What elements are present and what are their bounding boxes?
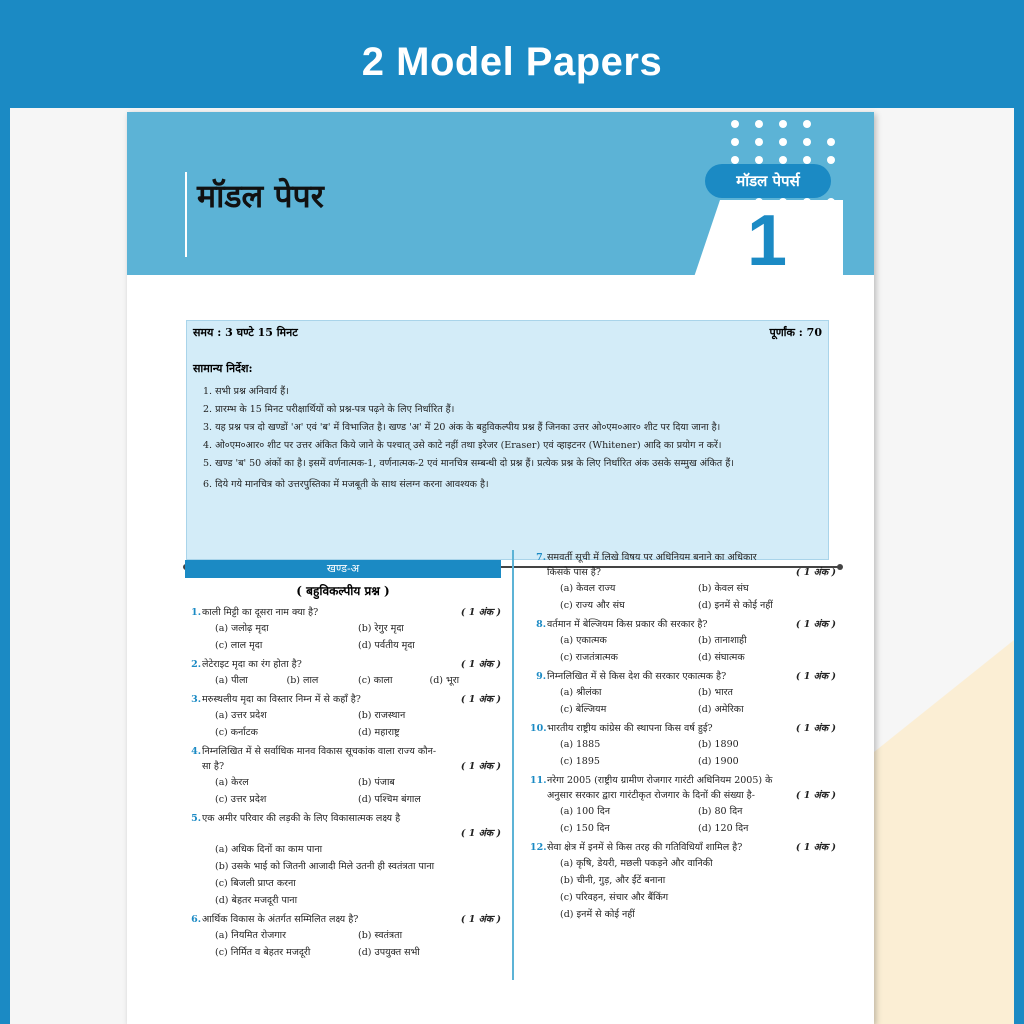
question-marks: ( 1 अंक ) [795, 723, 836, 734]
side-border-left [0, 108, 10, 1024]
options [530, 632, 836, 666]
question-number: 2. [191, 659, 201, 670]
section-subheading: ( बहुविकल्पीय प्रश्न ) [296, 584, 390, 598]
options [530, 580, 836, 614]
question-text: एक अमीर परिवार की लड़की के लिए विकासात्मक लक्ष्य है [202, 813, 401, 824]
options [185, 841, 501, 909]
option: (a) 100 दिन [560, 806, 611, 817]
question [530, 721, 836, 770]
instruction-item: 6. दिये गये मानचित्र को उत्तरपुस्तिका में मजबूती के साथ संलग्न करना आवश्यक है। [203, 479, 489, 490]
option: (a) जलोढ़ मृदा [215, 623, 269, 634]
option: (c) 1895 [560, 756, 600, 767]
option: (d) अमेरिका [698, 704, 744, 715]
question [530, 773, 836, 837]
section-heading: खण्ड-अ [185, 560, 501, 578]
option: (c) बिजली प्राप्त करना [215, 878, 296, 889]
option: (a) केरल [215, 777, 249, 788]
option: (b) स्वतंत्रता [358, 930, 403, 941]
option: (a) नियमित रोजगार [215, 930, 287, 941]
option: (b) पंजाब [358, 777, 395, 788]
marks-label: पूर्णांक : 70 [769, 326, 822, 339]
option: (b) लाल [286, 675, 319, 686]
question-marks: ( 1 अंक ) [460, 914, 501, 925]
question-text: निम्नलिखित में से सर्वाधिक मानव विकास सूचकांक वाला राज्य कौन-सा है? [202, 746, 437, 772]
question-number: 11. [530, 775, 547, 786]
question-text: नरेगा 2005 (राष्ट्रीय ग्रामीण रोजगार गारंटी अधिनियम 2005) के अनुसार सरकार द्वारा गारंटीकृत रोजगार के दिनों की संख्या है- [547, 775, 773, 801]
question-text: निम्नलिखित में से किस देश की सरकार एकात्मक है? [547, 671, 727, 682]
option: (c) उत्तर प्रदेश [215, 794, 267, 805]
option: (c) परिवहन, संचार और बैंकिंग [560, 892, 669, 903]
question-number: 3. [191, 694, 201, 705]
question-text: वर्तमान में बेल्जियम किस प्रकार की सरकार है? [547, 619, 708, 630]
option: (d) पर्वतीय मृदा [358, 640, 415, 651]
options [530, 684, 836, 718]
rule-dot [837, 564, 843, 570]
option: (d) पश्चिम बंगाल [358, 794, 421, 805]
option: (b) 1890 [698, 739, 739, 750]
option: (d) 1900 [698, 756, 739, 767]
option: (b) उसके भाई को जितनी आजादी मिले उतनी ही स्वतंत्रता पाना [215, 861, 435, 872]
question-text: आर्थिक विकास के अंतर्गत सम्मिलित लक्ष्य है? [202, 914, 359, 925]
option: (c) बेल्जियम [560, 704, 607, 715]
question-number: 12. [530, 842, 547, 853]
options [185, 620, 501, 654]
option: (d) 120 दिन [698, 823, 749, 834]
option: (a) 1885 [560, 739, 601, 750]
question [185, 605, 501, 654]
option: (b) तानाशाही [698, 635, 747, 646]
question-marks: ( 1 अंक ) [795, 790, 836, 801]
header-divider [185, 172, 187, 257]
option: (c) लाल मृदा [215, 640, 263, 651]
option: (a) एकात्मक [560, 635, 607, 646]
option: (b) केवल संघ [698, 583, 749, 594]
option: (a) अधिक दिनों का काम पाना [215, 844, 323, 855]
options [185, 707, 501, 741]
instructions-box [186, 320, 829, 560]
question-text: लेटेराइट मृदा का रंग होता है? [202, 659, 302, 670]
options [185, 927, 501, 961]
option: (b) 80 दिन [698, 806, 743, 817]
options [530, 803, 836, 837]
instruction-item: 3. यह प्रश्न पत्र दो खण्डों 'अ' एवं 'ब' में विभाजित है। खण्ड 'अ' में 20 अंक के बहुविकल्पीय प्रश्न हैं जिनका उत्तर ओ०एम०आर० शीट पर दिया जाना है। [203, 422, 721, 433]
side-border-right [1014, 108, 1024, 1024]
instructions-title: सामान्य निर्देश: [193, 362, 253, 375]
banner [0, 0, 1024, 108]
questions-column-right [530, 550, 836, 926]
paper-page [127, 112, 874, 1024]
option: (a) पीला [215, 675, 248, 686]
column-divider [512, 550, 514, 980]
question [185, 912, 501, 961]
question [185, 657, 501, 689]
question-marks: ( 1 अंक ) [460, 761, 501, 772]
option: (c) कर्नाटक [215, 727, 258, 738]
option: (d) इनमें से कोई नहीं [560, 909, 635, 920]
option: (c) निर्मित व बेहतर मजदूरी [215, 947, 311, 958]
instructions-list [203, 383, 823, 494]
question-number: 9. [536, 671, 546, 682]
question-marks: ( 1 अंक ) [795, 671, 836, 682]
question [185, 811, 501, 909]
option: (d) बेहतर मजदूरी पाना [215, 895, 298, 906]
option: (c) काला [358, 675, 393, 686]
option: (b) चीनी, गुड़, और ईंटें बनाना [560, 875, 666, 886]
option: (a) केवल राज्य [560, 583, 616, 594]
options [185, 774, 501, 808]
question-number: 7. [536, 552, 546, 563]
question-number: 1. [191, 607, 201, 618]
banner-title: 2 Model Papers [361, 40, 663, 84]
instruction-item: 1. सभी प्रश्न अनिवार्य हैं। [203, 386, 289, 397]
paper-title: मॉडल पेपर [197, 177, 324, 215]
option: (c) राज्य और संघ [560, 600, 625, 611]
model-papers-badge: मॉडल पेपर्स [705, 164, 831, 198]
question [185, 744, 501, 808]
options [185, 672, 501, 689]
question [530, 617, 836, 666]
question-number: 8. [536, 619, 546, 630]
instruction-item: 5. खण्ड 'ब' 50 अंकों का है। इसमें वर्णनात्मक-1, वर्णनात्मक-2 एवं मानचित्र सम्बन्धी दो प्रश्न हैं। प्रत्येक प्रश्न के लिए निर्धारित अंक उसके सम्मुख अंकित हैं। [203, 458, 734, 469]
option: (a) उत्तर प्रदेश [215, 710, 267, 721]
paper-number: 1 [746, 201, 788, 281]
option: (a) कृषि, डेयरी, मछली पकड़ने और वानिकी [560, 858, 713, 869]
question-text: भारतीय राष्ट्रीय कांग्रेस की स्थापना किस वर्ष हुई? [547, 723, 713, 734]
option: (d) उपयुक्त सभी [358, 947, 420, 958]
question [185, 692, 501, 741]
option: (d) महाराष्ट्र [358, 727, 400, 738]
instruction-item: 2. प्रारम्भ के 15 मिनट परीक्षार्थियों को प्रश्न-पत्र पढ़ने के लिए निर्धारित हैं। [203, 404, 455, 415]
option: (d) भूरा [429, 675, 460, 686]
question [530, 550, 836, 614]
instruction-item: 4. ओ०एम०आर० शीट पर उत्तर अंकित किये जाने के पश्चात् उसे काटे नहीं तथा इरेजर (Eraser) एवं व्हाइटनर (Whitener) आदि का प्रयोग न करें। [203, 440, 722, 451]
question [530, 669, 836, 718]
question-text: मरुस्थलीय मृदा का विस्तार निम्न में से कहाँ है? [202, 694, 361, 705]
question [530, 840, 836, 923]
question-number: 10. [530, 723, 547, 734]
option: (a) श्रीलंका [560, 687, 602, 698]
option: (d) संघात्मक [698, 652, 745, 663]
question-number: 6. [191, 914, 201, 925]
question-marks: ( 1 अंक ) [460, 659, 501, 670]
option: (b) राजस्थान [358, 710, 406, 721]
question-number: 5. [191, 813, 201, 824]
options [530, 736, 836, 770]
option: (c) राजतंत्रात्मक [560, 652, 618, 663]
options [530, 855, 836, 923]
time-label: समय : 3 घण्टे 15 मिनट [193, 326, 298, 339]
question-marks: ( 1 अंक ) [795, 619, 836, 630]
questions-column-left [185, 556, 501, 964]
question-marks: ( 1 अंक ) [795, 842, 836, 853]
question-text: सेवा क्षेत्र में इनमें से किस तरह की गतिविधियाँ शामिल है? [547, 842, 743, 853]
option: (b) रेगुर मृदा [358, 623, 404, 634]
question-marks: ( 1 अंक ) [795, 567, 836, 578]
question-marks: ( 1 अंक ) [460, 828, 501, 839]
option: (b) भारत [698, 687, 733, 698]
question-text: काली मिट्टी का दूसरा नाम क्या है? [202, 607, 319, 618]
paper-header [127, 112, 874, 281]
question-text: समवर्ती सूची में लिखे विषय पर अधिनियम बनाने का अधिकार किसके पास है? [547, 552, 757, 578]
option: (c) 150 दिन [560, 823, 610, 834]
question-number: 4. [191, 746, 201, 757]
question-marks: ( 1 अंक ) [460, 607, 501, 618]
question-marks: ( 1 अंक ) [460, 694, 501, 705]
option: (d) इनमें से कोई नहीं [698, 600, 773, 611]
